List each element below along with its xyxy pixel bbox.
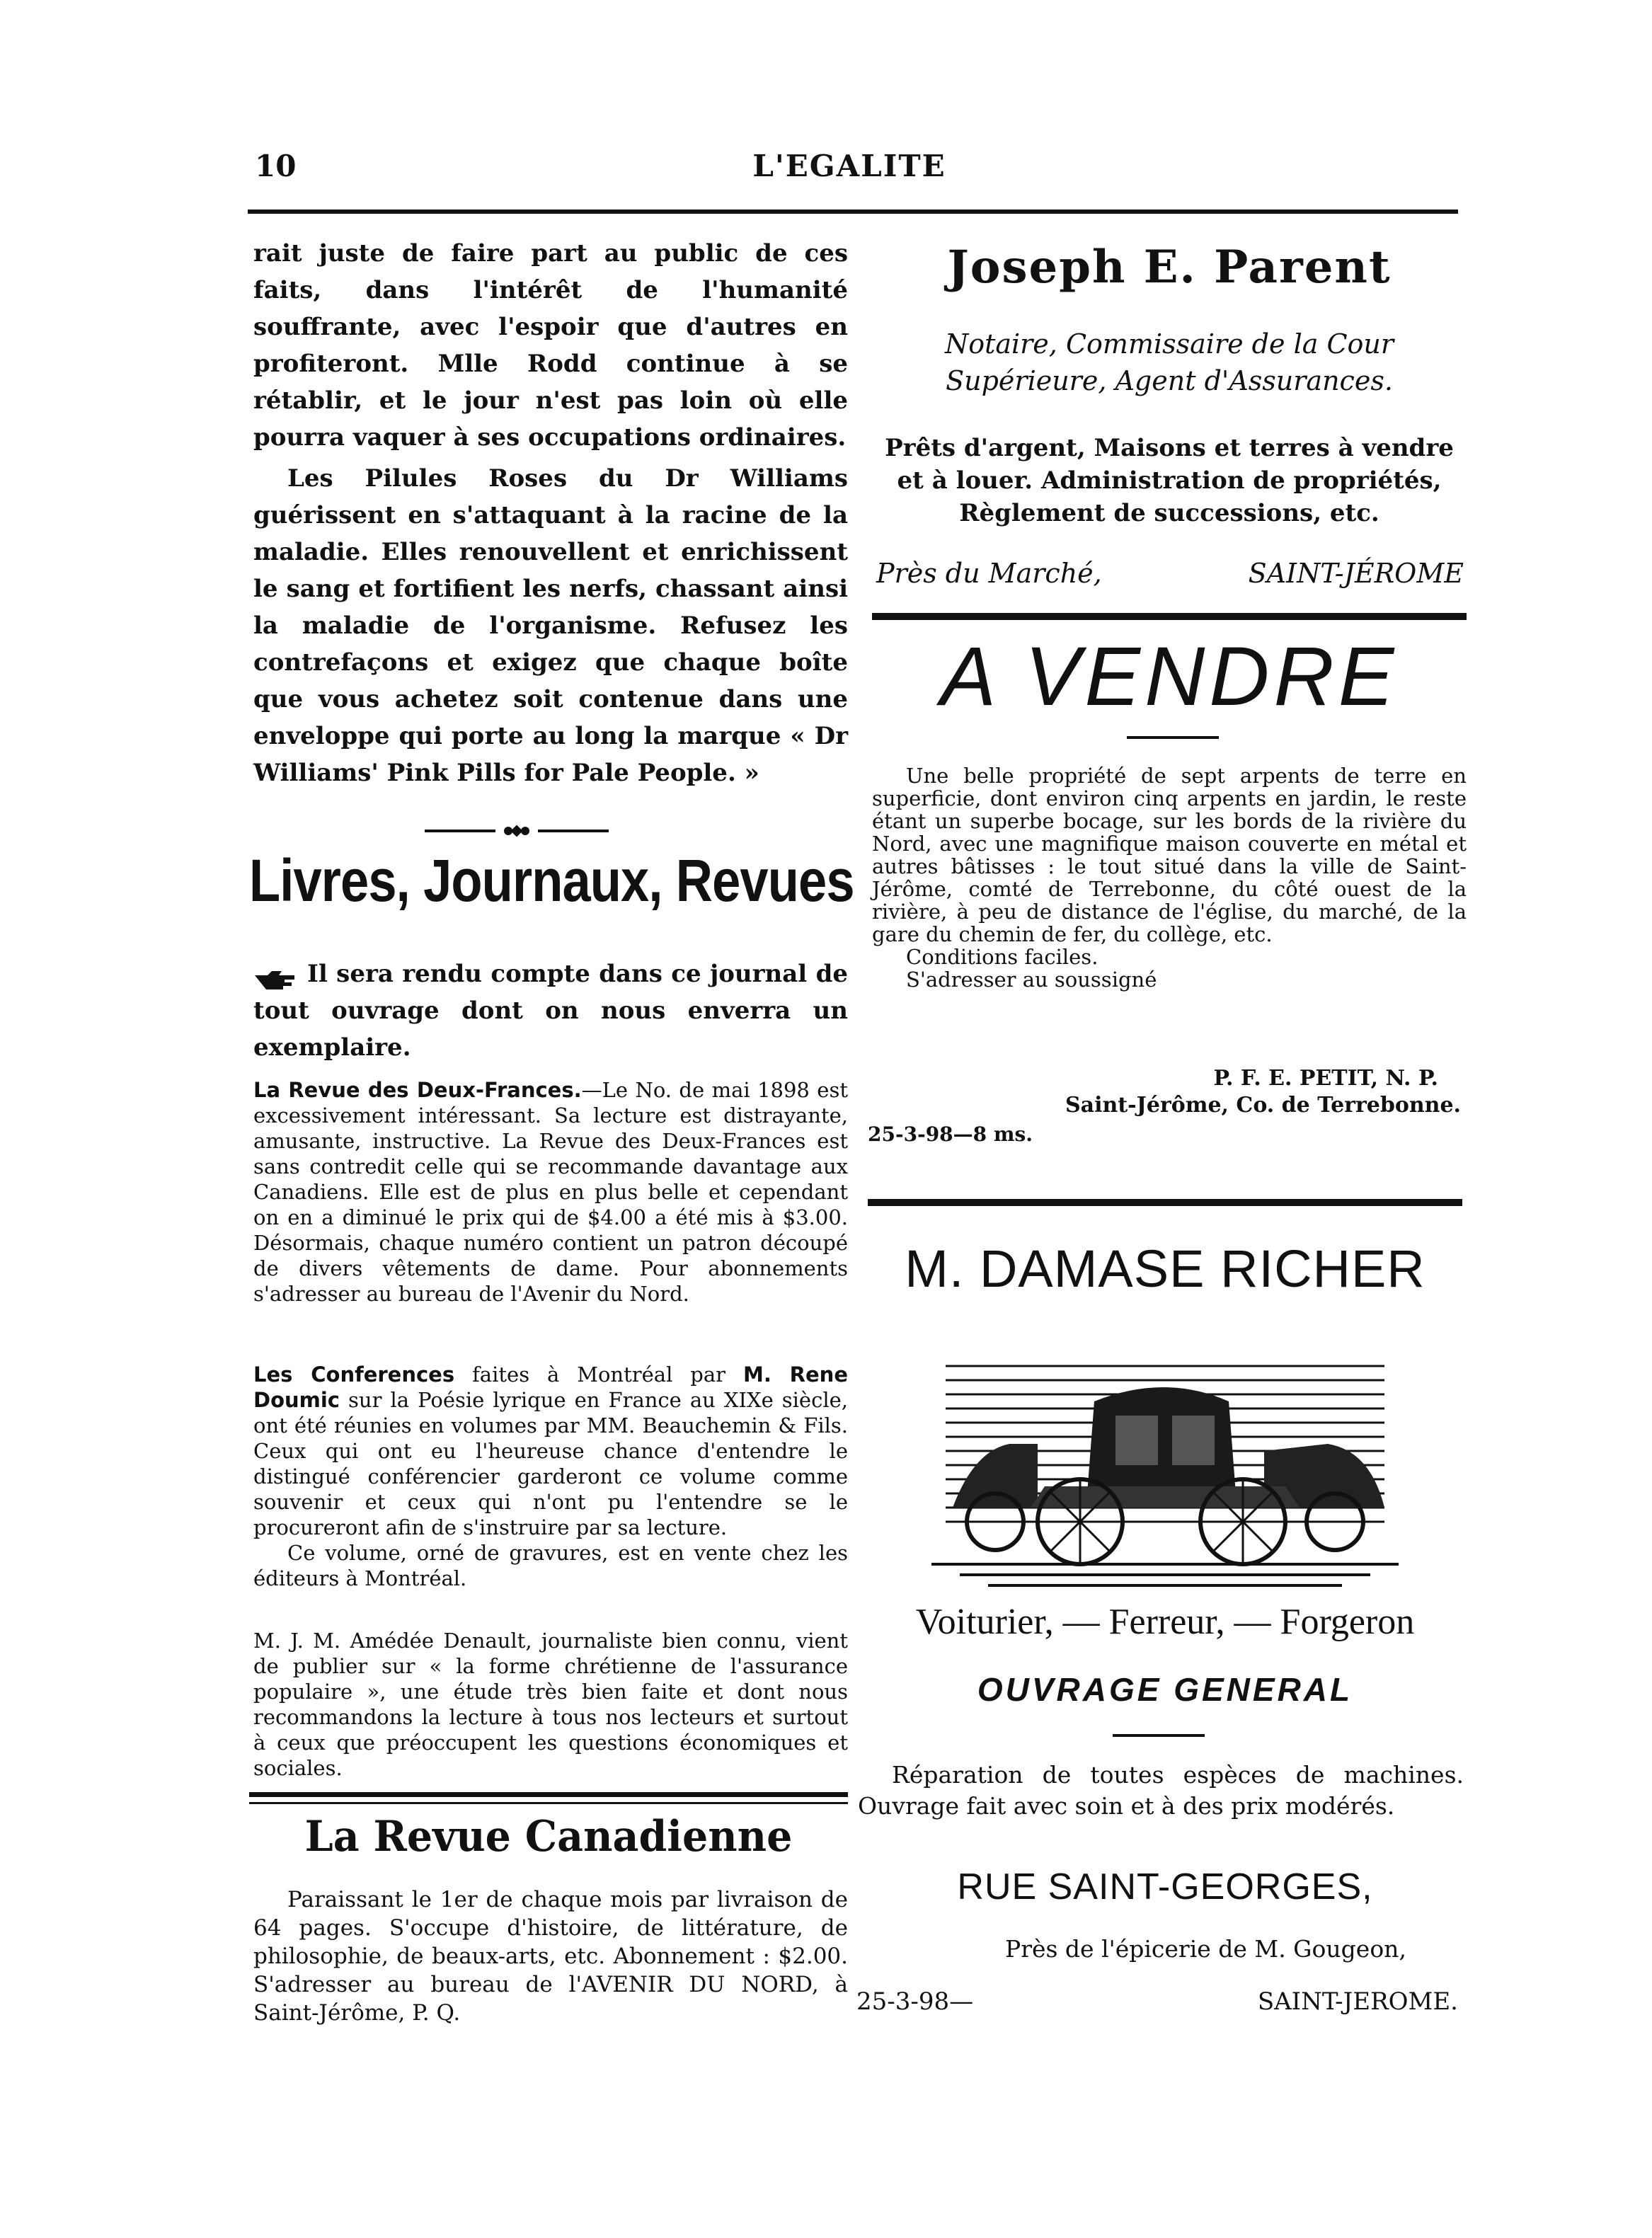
continued-text: rait juste de faire part au public de ces faits, dans l'intérêt de l'humanité souffrante, avec l'espoir que d'autres en profiteront. Mlle Rodd continue à se rétablir, et le jour n'est pas loin où elle pourra vaquer à ses occupations ordinaires.: [253, 239, 848, 452]
vendre-contact: S'adresser au soussigné: [906, 968, 1157, 992]
richer-street: [868, 1866, 1462, 1908]
richer-near-text: Près de l'épicerie de M. Gougeon,: [1005, 1935, 1406, 1963]
carriage-icon: [931, 1345, 1399, 1593]
parent-services: [872, 432, 1467, 529]
revue-canadienne-body: [253, 1886, 848, 2027]
richer-text: Réparation de toutes espèces de machines. Ouvrage fait avec soin et à des prix modérés.: [858, 1761, 1464, 1820]
revue-canadienne-rule-thin: [249, 1802, 848, 1804]
richer-body: [858, 1760, 1464, 1822]
richer-city: SAINT-JEROME.: [1257, 1987, 1458, 2016]
parent-name-text: Joseph E. Parent: [947, 241, 1392, 294]
revue-deux-frances-text: —Le No. de mai 1898 est excessivement intéressant. Sa lecture est distrayante, amusante, instructive. La Revue des Deux-Frances est sans contredit celle qui se recommande davantage aux Canadiens. Elle est de plus en plus belle et cependant on en a diminué le prix qui de $4.00 a été mis à $3.00. Désormais, chaque numéro contient un patron découpé de divers vêtements de dame. Pour abonnements s'adresser au bureau de l'Avenir du Nord.: [253, 1078, 848, 1306]
richer-name-text: M. DAMASE RICHER: [905, 1239, 1426, 1298]
revue-deux-frances-lead: La Revue des Deux-Frances.: [253, 1078, 582, 1102]
parent-location: [876, 558, 1464, 589]
conferences-text-3: Ce volume, orné de gravures, est en vente chez les éditeurs à Montréal.: [253, 1541, 848, 1590]
conferences-lead: Les Conferences: [253, 1362, 455, 1387]
richer-near: [1005, 1935, 1406, 1963]
vendre-text: Une belle propriété de sept arpents de terre en superficie, dont environ cinq arpents en jardin, le reste étant un superbe bocage, sur les bords de la rivière du Nord, avec une magnifique maison couverte en métal et autres bâtisses : le tout situé dans la ville de Saint-Jérôme, comté de Terrebonne, du côté ouest de la rivière, à peu de distance de l'église, du marché, de la gare du chemin de fer, du collège, etc.: [872, 764, 1467, 946]
conferences-text-2: sur la Poésie lyrique en France au XIXe siècle, ont été réunies en volumes par MM. Beauchemin & Fils. Ceux qui ont eu l'heureuse chance d'entendre le distingué conférencier garderont ce volume comme souvenir et ceux qui n'ont pu l'entendre se le procureront afin de s'instruire par sa lecture.: [253, 1388, 848, 1539]
vendre-signer-place-text: Saint-Jérôme, Co. de Terrebonne.: [1065, 1093, 1461, 1118]
pointing-hand-icon: [253, 965, 297, 986]
section-title: [249, 847, 854, 915]
vendre-code: [868, 1123, 1033, 1146]
header-rule: [248, 210, 1458, 214]
section-title-text: Livres, Journaux, Revues: [249, 847, 854, 914]
parent-titles-text: Notaire, Commissaire de la Cour Supérieure, Agent d'Assurances.: [944, 328, 1394, 396]
notice-text: Il sera rendu compte dans ce journal de tout ouvrage dont on nous enverra un exemplaire.: [253, 960, 848, 1062]
revue-canadienne-title: [264, 1812, 833, 1861]
revue-canadienne-rule-top: [249, 1792, 848, 1797]
vendre-signer-text: P. F. E. PETIT, N. P.: [1213, 1066, 1438, 1091]
richer-short-rule: [1113, 1734, 1205, 1737]
revue-deux-frances: [253, 1077, 848, 1307]
vendre-signer-place: [872, 1093, 1461, 1118]
richer-street-text: RUE SAINT-GEORGES,: [957, 1866, 1373, 1907]
page-number: 10: [255, 149, 297, 183]
pills-text: Les Pilules Roses du Dr Williams guérissent en s'attaquant à la racine de la maladie. Elles renouvellent et enrichissent le sang et fortifient les nerfs, chassant ainsi la maladie de l'organisme. Refusez les contrefaçons et exigez que chaque boîte que vous achetez soit contenue dans une enveloppe qui porte au long la marque « Dr Williams' Pink Pills for Pale People. »: [253, 464, 848, 787]
section-ornament: [425, 820, 609, 843]
left-continued-paragraph: [253, 235, 848, 456]
denault-text: M. J. M. Amédée Denault, journaliste bien connu, vient de publier sur « la forme chrétienne de l'assurance populaire », une étude très bien faite et dont nous recommandons la lecture à tous nos lecteurs et surtout à ceux que préoccupent les questions économiques et sociales.: [253, 1629, 848, 1780]
richer-footer: [856, 1987, 1458, 2016]
richer-ouvrage-text: OUVRAGE GENERAL: [977, 1671, 1353, 1708]
conferences: [253, 1362, 848, 1591]
pills-paragraph: [253, 460, 848, 791]
revue-canadienne-title-text: La Revue Canadienne: [304, 1812, 793, 1861]
richer-code: 25-3-98—: [856, 1987, 974, 2016]
vendre-title: [872, 629, 1467, 725]
divider-ornament-icon: [425, 824, 609, 838]
vendre-short-rule: [1127, 736, 1219, 739]
vendre-signer: [872, 1066, 1438, 1091]
parent-location-left: Près du Marché,: [876, 558, 1102, 589]
notice-paragraph: [253, 956, 848, 1066]
parent-services-text: Prêts d'argent, Maisons et terres à vendre et à louer. Administration de propriétés, Règlement de successions, etc.: [885, 434, 1454, 527]
publication-title: L'EGALITE: [752, 149, 946, 183]
richer-name: [868, 1239, 1462, 1299]
vendre-body: [872, 764, 1467, 991]
parent-rule: [872, 613, 1467, 620]
vendre-title-text: A VENDRE: [940, 630, 1399, 723]
denault-paragraph: [253, 1628, 848, 1781]
richer-ouvrage: [868, 1670, 1462, 1709]
conferences-text-1: faites à Montréal par: [454, 1362, 743, 1387]
vendre-code-text: 25-3-98—8 ms.: [868, 1123, 1033, 1146]
parent-titles: [872, 326, 1467, 399]
parent-location-right: SAINT-JÉROME: [1248, 558, 1464, 589]
richer-rule: [868, 1199, 1462, 1206]
conferences-speaker: M. Rene Doumic: [253, 1362, 848, 1412]
vendre-conditions: Conditions faciles.: [906, 945, 1099, 969]
carriage-engraving: [931, 1345, 1399, 1593]
running-head: [241, 142, 1458, 205]
parent-name: [872, 241, 1467, 294]
richer-trades-text: Voiturier, — Ferreur, — Forgeron: [915, 1602, 1415, 1642]
revue-canadienne-text: Paraissant le 1er de chaque mois par livraison de 64 pages. S'occupe d'histoire, de littérature, de philosophie, de beaux-arts, etc. Abonnement : $2.00. S'adresser au bureau de l'AVENIR DU NORD, à Saint-Jérôme, P. Q.: [253, 1887, 848, 2026]
richer-trades: [868, 1601, 1462, 1643]
